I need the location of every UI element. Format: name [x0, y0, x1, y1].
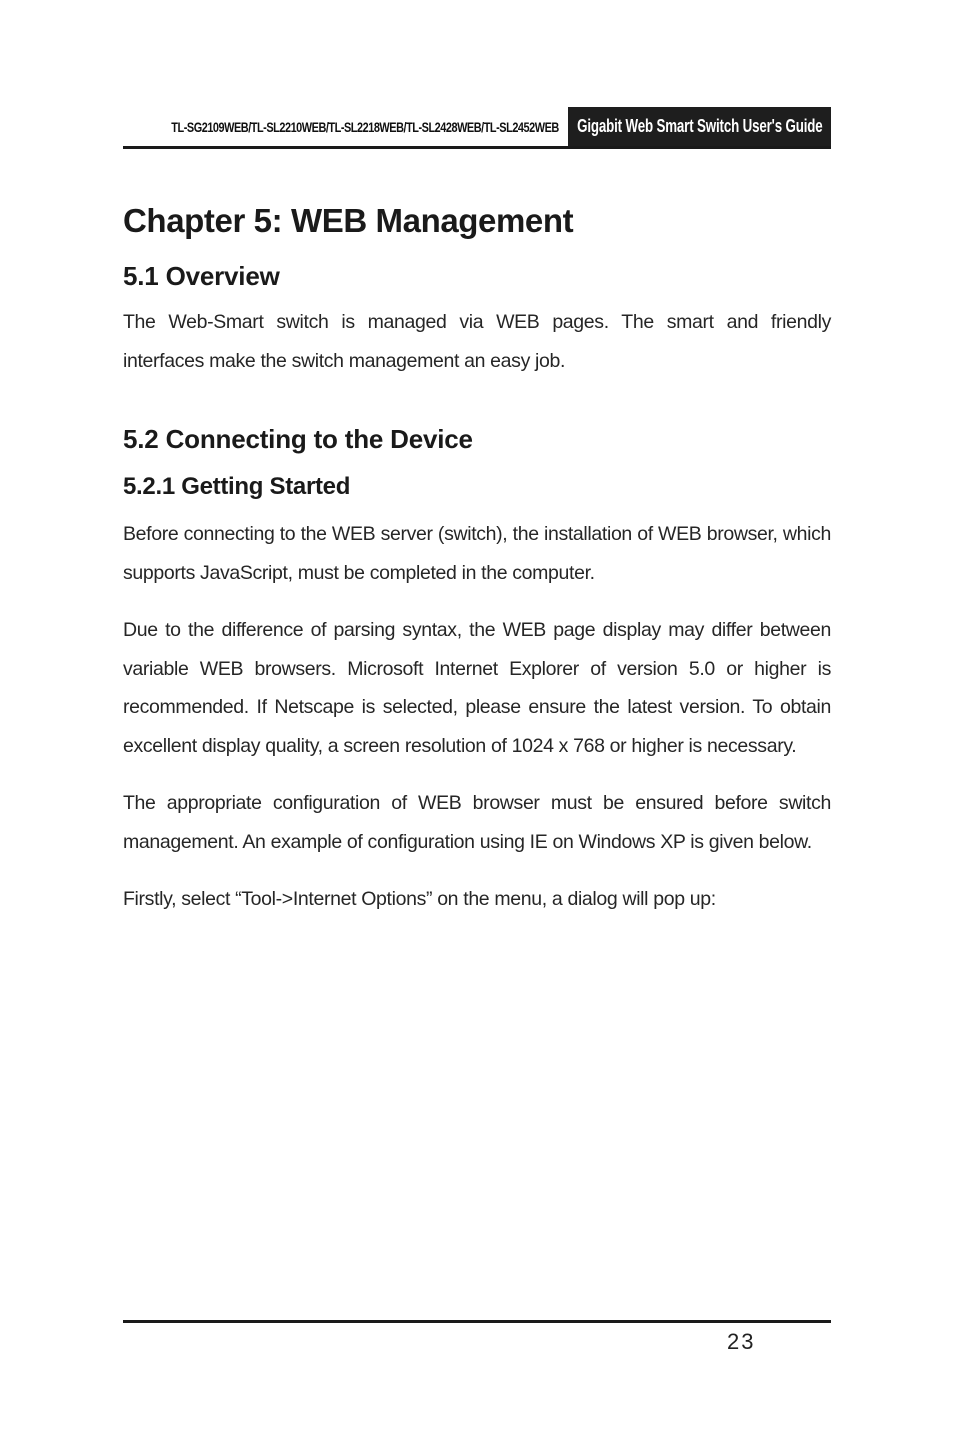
header-model-list: TL-SG2109WEB/TL-SL2210WEB/TL-SL2218WEB/TL-SL2428WEB/TL-SL2452WEB: [171, 119, 559, 135]
paragraph-internet-options: Firstly, select “Tool->Internet Options” on the menu, a dialog will pop up:: [123, 888, 716, 910]
header-guide-title-box: [568, 107, 831, 146]
subsection-heading-getting-started: 5.2.1 Getting Started: [123, 473, 351, 500]
overview-paragraph: The Web-Smart switch is managed via WEB pages. The smart and friendly interfaces make the switch management an easy job.: [123, 311, 831, 372]
header-guide-title: Gigabit Web Smart Switch User's Guide: [576, 116, 823, 136]
page-header: [123, 107, 831, 149]
page-content: [123, 198, 831, 919]
section-heading-connecting: 5.2 Connecting to the Device: [123, 424, 473, 454]
paragraph-browser-versions: Due to the difference of parsing syntax, the WEB page display may differ between variable WEB browsers. Microsoft Internet Explorer of version 5.0 or higher is recommended. If Netscape is selected, please ensure the latest version. To obtain excellent display quality, a screen resolution of 1024 x 768 or higher is necessary.: [123, 619, 831, 757]
paragraph-browser-requirement: Before connecting to the WEB server (switch), the installation of WEB browser, which supports JavaScript, must be completed in the computer.: [123, 523, 831, 584]
chapter-title: Chapter 5: WEB Management: [123, 202, 574, 239]
section-heading-overview: 5.1 Overview: [123, 261, 280, 291]
page-number: 23: [727, 1329, 756, 1354]
footer-rule: [123, 1320, 831, 1323]
paragraph-browser-configuration: The appropriate configuration of WEB browser must be ensured before switch management. An example of configuration using IE on Windows XP is given below.: [123, 792, 831, 853]
